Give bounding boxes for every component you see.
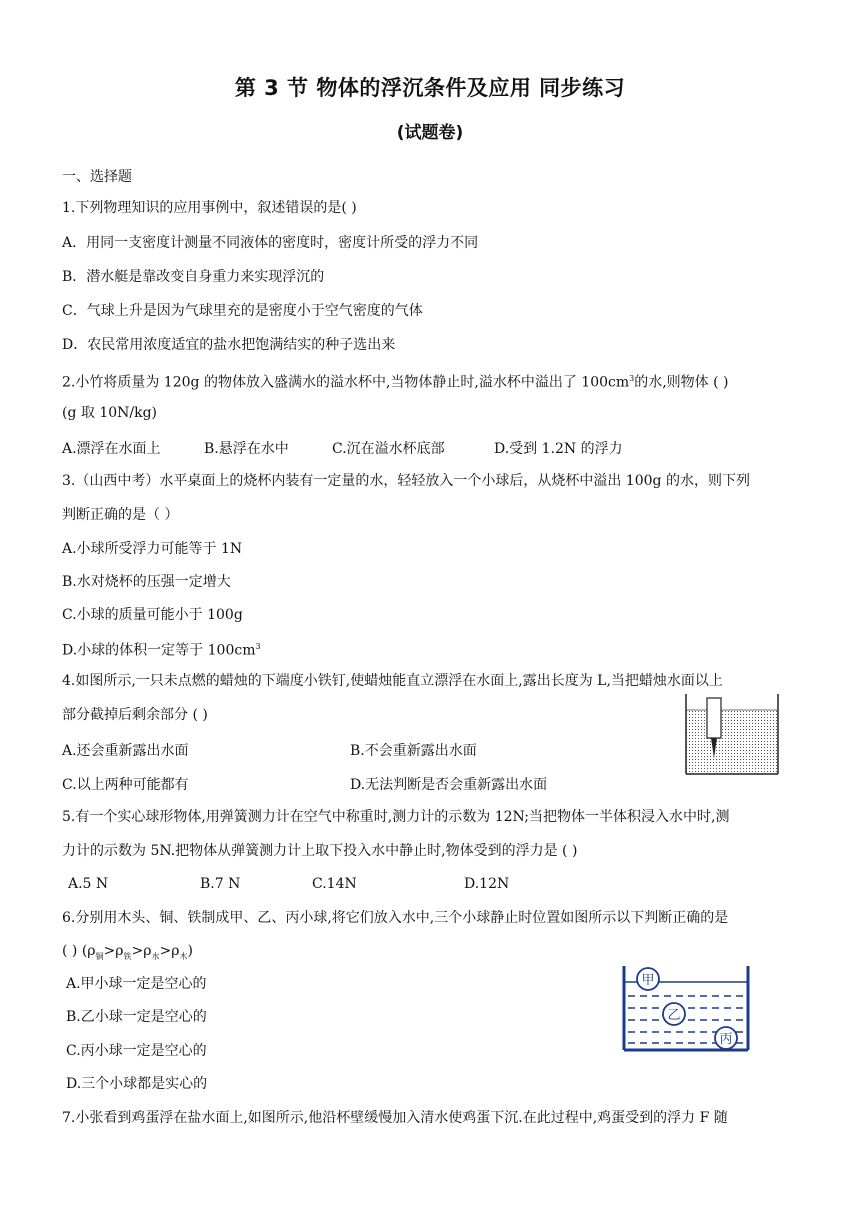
question-5-stem-line-2: 力计的示数为 5N.把物体从弹簧测力计上取下投入水中静止时,物体受到的浮力是 ( ) — [62, 843, 578, 859]
superscript: 3 — [255, 642, 261, 651]
question-3-option-d — [62, 638, 261, 660]
question-3-stem-line-2: 判断正确的是（ ） — [62, 507, 179, 523]
subscript-water: 水 — [151, 951, 160, 961]
question-4-option-a: A.还会重新露出水面 — [62, 743, 189, 759]
ball-jia-label: 甲 — [641, 973, 655, 988]
candle-beaker-figure — [682, 692, 782, 778]
question-2-stem-text: 2.小竹将质量为 120g 的物体放入盛满水的溢水杯中,当物体静止时,溢水杯中溢出了 100cm — [62, 374, 630, 391]
question-6-stem-text: ( ) (ρ — [62, 943, 96, 959]
subscript-copper: 铜 — [95, 951, 104, 961]
section-heading: 一、选择题 — [62, 169, 132, 185]
comparison: >ρ — [131, 943, 152, 959]
question-4-option-b: B.不会重新露出水面 — [350, 743, 477, 759]
question-7-stem: 7.小张看到鸡蛋浮在盐水面上,如图所示,他沿杯壁缓慢加入清水使鸡蛋下沉.在此过程中,鸡蛋受到的浮力 F 随 — [62, 1110, 728, 1126]
superscript: 3 — [629, 374, 635, 383]
question-5-option-b: B.7 N — [200, 876, 241, 892]
question-6-stem: 6.分别用木头、铜、铁制成甲、乙、丙小球,将它们放入水中,三个小球静止时位置如图所示以下判断正确的是 — [62, 910, 729, 926]
water-region — [686, 710, 778, 774]
question-3-option-a: A.小球所受浮力可能等于 1N — [62, 541, 243, 557]
question-2-stem — [62, 370, 729, 392]
question-6-option-a: A.甲小球一定是空心的 — [66, 976, 207, 992]
question-1-option-b: B．潜水艇是靠改变自身重力来实现浮沉的 — [62, 269, 325, 285]
comparison: >ρ — [159, 943, 180, 959]
question-2-option-d: D.受到 1.2N 的浮力 — [494, 441, 623, 457]
question-2-option-b: B.悬浮在水中 — [204, 441, 289, 457]
question-6-option-b: B.乙小球一定是空心的 — [66, 1009, 207, 1025]
ball-bing-label: 丙 — [719, 1032, 733, 1047]
close-paren: ) — [187, 943, 193, 959]
question-6-stem-line-2 — [62, 942, 193, 966]
ball-yi-label: 乙 — [667, 1008, 681, 1023]
question-6-option-c: C.丙小球一定是空心的 — [66, 1043, 207, 1059]
question-6-option-d: D.三个小球都是实心的 — [66, 1076, 208, 1092]
question-4-stem: 4.如图所示,一只未点燃的蜡烛的下端度小铁钉,使蜡烛能直立漂浮在水面上,露出长度为 L,当把蜡烛水面以上 — [62, 673, 723, 689]
question-5-option-d: D.12N — [464, 876, 510, 892]
question-4-option-d: D.无法判断是否会重新露出水面 — [350, 777, 548, 793]
question-3-option-d-text: D.小球的体积一定等于 100cm — [62, 642, 256, 659]
page-title: 第 3 节 物体的浮沉条件及应用 同步练习 — [234, 76, 626, 100]
question-1-option-c: C．气球上升是因为气球里充的是密度小于空气密度的气体 — [62, 303, 423, 319]
question-1-stem: 1.下列物理知识的应用事例中，叙述错误的是( ) — [62, 200, 357, 216]
question-5-stem: 5.有一个实心球形物体,用弹簧测力计在空气中称重时,测力计的示数为 12N;当把物体一半体积浸入水中时,测 — [62, 809, 730, 825]
question-3-option-b: B.水对烧杯的压强一定增大 — [62, 574, 231, 590]
question-4-stem-line-2: 部分截掉后剩余部分 ( ) — [62, 707, 208, 723]
question-2-option-c: C.沉在溢水杯底部 — [332, 441, 445, 457]
question-1-option-a: A．用同一支密度计测量不同液体的密度时，密度计所受的浮力不同 — [62, 235, 479, 251]
question-5-option-a: A.5 N — [68, 876, 109, 892]
question-3-stem: 3.（山西中考）水平桌面上的烧杯内装有一定量的水，轻轻放入一个小球后，从烧杯中溢出 100g 的水，则下列 — [62, 473, 750, 489]
three-balls-figure — [618, 962, 754, 1054]
page-subtitle: (试题卷) — [396, 123, 464, 143]
subscript-wood: 木 — [179, 951, 188, 961]
question-3-option-c: C.小球的质量可能小于 100g — [62, 607, 243, 623]
comparison: >ρ — [103, 943, 124, 959]
subscript-iron: 铁 — [123, 951, 132, 961]
question-2-stem-text-end: 的水,则物体 ( ) — [634, 374, 729, 391]
question-2-stem-line-2: (g 取 10N/kg) — [62, 405, 158, 421]
question-4-option-c: C.以上两种可能都有 — [62, 777, 189, 793]
question-2-option-a: A.漂浮在水面上 — [62, 441, 161, 457]
question-1-option-d: D．农民常用浓度适宜的盐水把饱满结实的种子选出来 — [62, 337, 396, 353]
candle-shape — [707, 698, 721, 738]
question-5-option-c: C.14N — [312, 876, 357, 892]
